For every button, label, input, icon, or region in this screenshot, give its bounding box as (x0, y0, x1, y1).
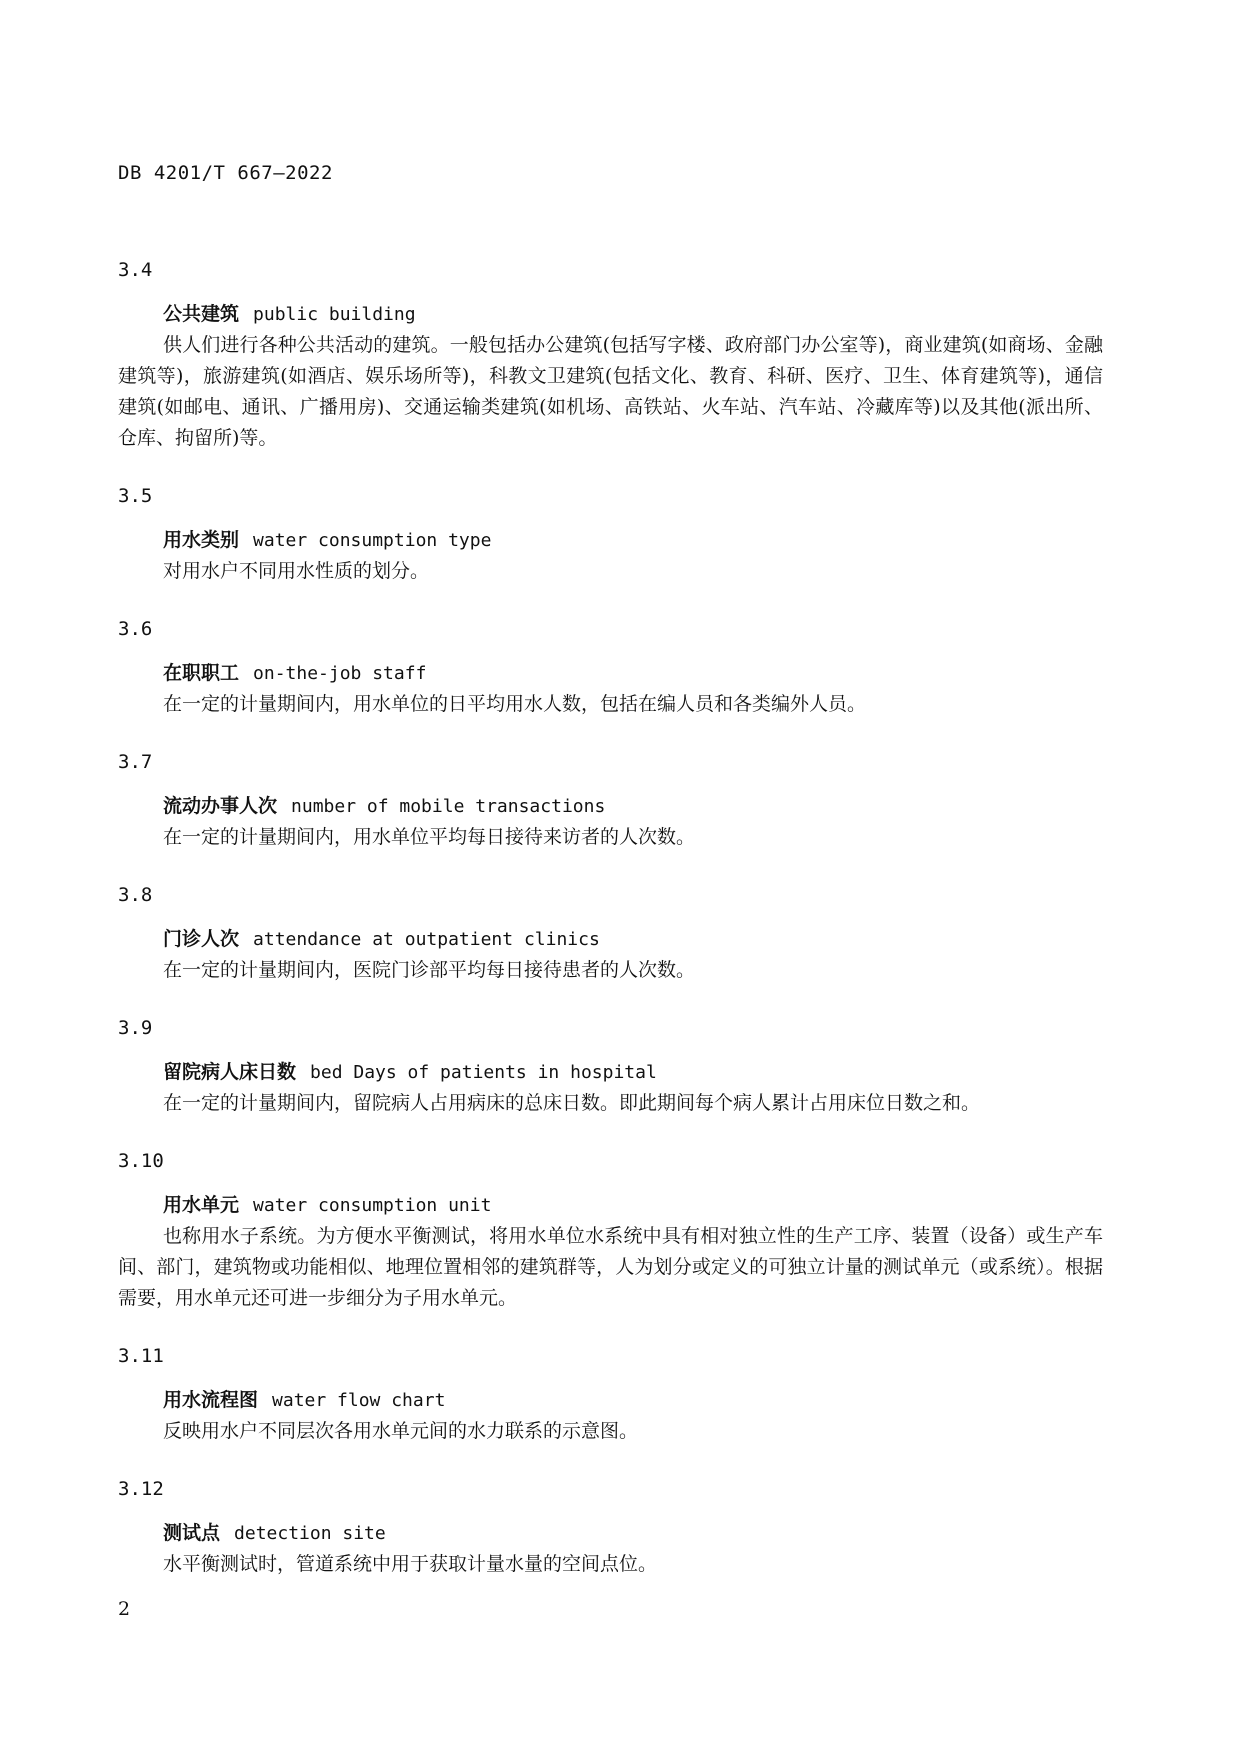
term-entry-3-11 (118, 1341, 1103, 1447)
term-definition: 对用水户不同用水性质的划分。 (163, 560, 430, 582)
term-chinese: 用水单元 (163, 1194, 240, 1216)
term-line (118, 791, 1103, 822)
term-english: attendance at outpatient clinics (253, 929, 600, 950)
term-definition: 反映用水户不同层次各用水单元间的水力联系的示意图。 (163, 1420, 639, 1442)
entry-number: 3.10 (118, 1150, 164, 1172)
term-chinese: 门诊人次 (163, 928, 240, 950)
term-entry-3-8 (118, 880, 1103, 986)
entry-number: 3.12 (118, 1478, 164, 1500)
term-line (118, 1385, 1103, 1416)
term-entry-3-4 (118, 255, 1103, 454)
term-entry-3-9 (118, 1013, 1103, 1119)
term-chinese: 留院病人床日数 (163, 1061, 297, 1083)
term-definition: 也称用水子系统。为方便水平衡测试，将用水单位水系统中具有相对独立性的生产工序、装置（设备）或生产车间、部门，建筑物或功能相似、地理位置相邻的建筑群等，人为划分或定义的可独立计量的测试单元（或系统）。根据需要，用水单元还可进一步细分为子用水单元。 (118, 1225, 1103, 1309)
term-chinese: 流动办事人次 (163, 795, 278, 817)
term-line (118, 1057, 1103, 1088)
page-number: 2 (118, 1598, 131, 1620)
entry-number: 3.11 (118, 1345, 164, 1367)
term-english: detection site (234, 1523, 386, 1544)
term-entry-3-7 (118, 747, 1103, 853)
terms-section (118, 255, 1103, 1607)
entry-number: 3.5 (118, 485, 153, 507)
entry-number: 3.6 (118, 618, 153, 640)
term-entry-3-12 (118, 1474, 1103, 1580)
term-definition: 在一定的计量期间内，留院病人占用病床的总床日数。即此期间每个病人累计占用床位日数之和。 (163, 1092, 981, 1114)
term-english: water flow chart (272, 1390, 446, 1411)
term-english: bed Days of patients in hospital (310, 1062, 657, 1083)
term-chinese: 公共建筑 (163, 303, 240, 325)
term-entry-3-5 (118, 481, 1103, 587)
term-definition: 在一定的计量期间内，用水单位的日平均用水人数，包括在编人员和各类编外人员。 (163, 693, 867, 715)
term-english: water consumption unit (253, 1195, 492, 1216)
term-chinese: 用水类别 (163, 529, 240, 551)
term-entry-3-6 (118, 614, 1103, 720)
term-english: public building (253, 304, 416, 325)
term-english: number of mobile transactions (291, 796, 606, 817)
term-line (118, 1190, 1103, 1221)
entry-number: 3.8 (118, 884, 153, 906)
entry-number: 3.4 (118, 259, 153, 281)
term-chinese: 用水流程图 (163, 1389, 259, 1411)
term-chinese: 测试点 (163, 1522, 221, 1544)
term-definition: 供人们进行各种公共活动的建筑。一般包括办公建筑(包括写字楼、政府部门办公室等)，商业建筑(如商场、金融建筑等)，旅游建筑(如酒店、娱乐场所等)，科教文卫建筑(包括文化、教育、科研、医疗、卫生、体育建筑等)，通信建筑(如邮电、通讯、广播用房)、交通运输类建筑(如机场、高铁站、火车站、汽车站、冷藏库等)以及其他(派出所、仓库、拘留所)等。 (118, 334, 1103, 449)
entry-number: 3.9 (118, 1017, 153, 1039)
term-entry-3-10 (118, 1146, 1103, 1314)
term-definition: 水平衡测试时，管道系统中用于获取计量水量的空间点位。 (163, 1553, 658, 1575)
term-english: on-the-job staff (253, 663, 427, 684)
term-line (118, 525, 1103, 556)
term-line (118, 299, 1103, 330)
term-line (118, 924, 1103, 955)
term-line (118, 658, 1103, 689)
entry-number: 3.7 (118, 751, 153, 773)
term-english: water consumption type (253, 530, 492, 551)
term-definition: 在一定的计量期间内，用水单位平均每日接待来访者的人次数。 (163, 826, 696, 848)
term-chinese: 在职职工 (163, 662, 240, 684)
term-definition: 在一定的计量期间内，医院门诊部平均每日接待患者的人次数。 (163, 959, 696, 981)
term-line (118, 1518, 1103, 1549)
document-code: DB 4201/T 667—2022 (118, 162, 333, 184)
